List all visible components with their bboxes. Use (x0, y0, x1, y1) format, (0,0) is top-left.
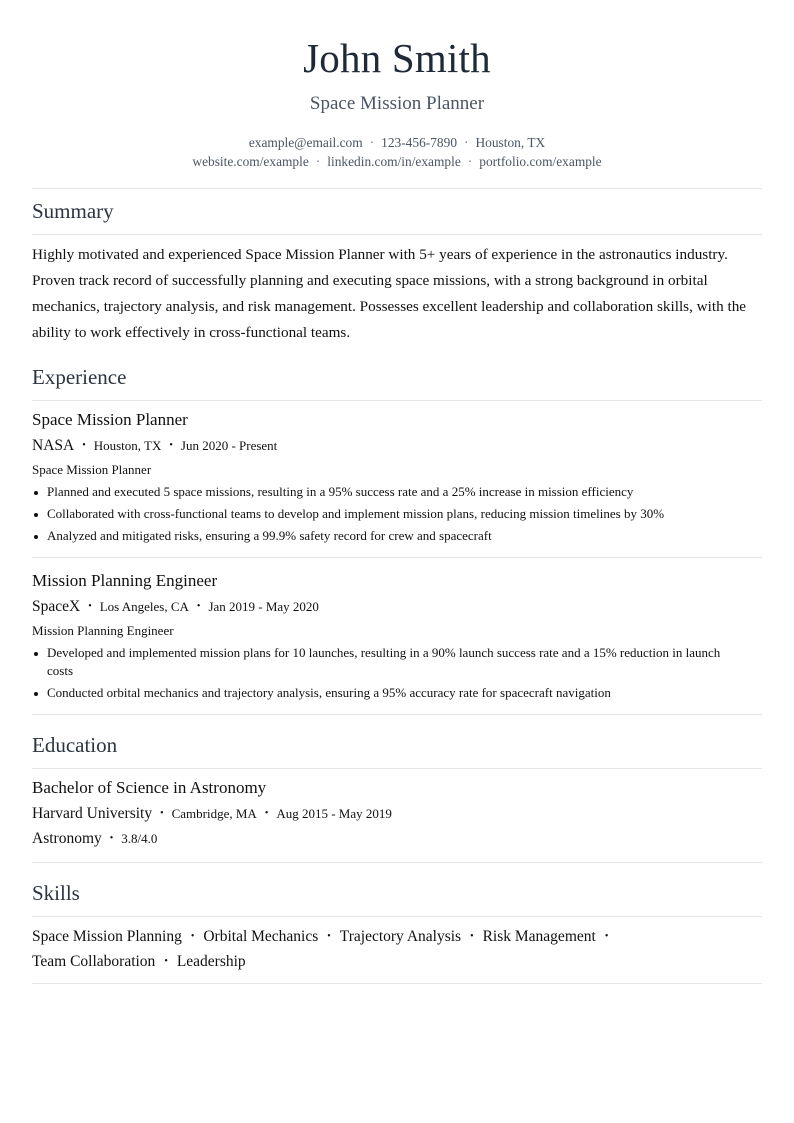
job-title: Mission Planning Engineer (32, 571, 218, 590)
job-subrole: Space Mission Planner (32, 462, 152, 477)
divider (32, 557, 762, 558)
degree-title: Bachelor of Science in Astronomy (32, 778, 267, 797)
job-title: Space Mission Planner (32, 410, 188, 429)
divider (32, 916, 762, 917)
separator: · (467, 154, 473, 169)
meta-dot: • (160, 808, 164, 819)
school-location: Cambridge, MA (171, 806, 257, 821)
bullet-item: Collaborated with cross-functional teams to develop and implement mission plans, reducing mission timelines by 30% (32, 505, 742, 523)
bullet-item: Developed and implemented mission plans for 10 launches, resulting in a 90% launch success rate and a 15% reduction in launch costs (32, 644, 742, 680)
skill-dot: • (164, 956, 168, 967)
skill-item: Trajectory Analysis (339, 928, 462, 945)
divider (32, 234, 762, 235)
candidate-role: Space Mission Planner (309, 93, 485, 114)
contact-line-1 (32, 134, 762, 152)
job-meta (32, 437, 277, 455)
meta-dot: • (109, 833, 114, 844)
job-meta (32, 598, 319, 616)
skill-item: Leadership (176, 953, 246, 970)
divider (32, 400, 762, 401)
skill-item: Team Collaboration (32, 953, 156, 970)
skill-item: Space Mission Planning (32, 928, 182, 945)
field-of-study: Astronomy (32, 830, 102, 847)
meta-dot: • (196, 601, 201, 612)
email-link[interactable]: example@email.com (248, 135, 363, 150)
education-meta (32, 805, 392, 823)
meta-dot: • (88, 601, 92, 612)
job-location: Los Angeles, CA (99, 599, 189, 614)
meta-dot: • (264, 808, 269, 819)
skill-item: Risk Management (482, 928, 596, 945)
job-bullets (32, 483, 742, 549)
linkedin-link[interactable]: linkedin.com/in/example (327, 154, 461, 169)
separator: · (369, 135, 375, 150)
experience-heading: Experience (32, 365, 127, 389)
separator: · (464, 135, 469, 150)
job-location: Houston, TX (93, 438, 162, 453)
skills-list (32, 924, 672, 974)
job-bullets (32, 644, 742, 706)
gpa: 3.8/4.0 (121, 831, 158, 846)
skill-dot: • (604, 931, 609, 942)
divider (32, 983, 762, 984)
bullet-item: Conducted orbital mechanics and trajectory analysis, ensuring a 95% accuracy rate for spacecraft navigation (32, 684, 742, 702)
divider (32, 862, 762, 863)
contact-line-2 (32, 153, 762, 171)
education-field-meta (32, 830, 157, 848)
skill-dot: • (327, 931, 331, 942)
bullet-item: Planned and executed 5 space missions, resulting in a 95% success rate and a 25% increase in mission efficiency (32, 483, 742, 501)
job-dates: Jun 2020 - Present (180, 438, 278, 453)
skill-dot: • (190, 931, 195, 942)
company-name: NASA (32, 437, 75, 454)
job-subrole: Mission Planning Engineer (32, 623, 174, 638)
summary-text: Highly motivated and experienced Space Mission Planner with 5+ years of experience in the astronautics industry. Proven track record of successfully planning and executing space missions, with a strong background in orbital mechanics, trajectory analysis, and risk management. Possesses excellent leadership and collaboration skills, with the ability to work effectively in cross-functional teams. (32, 246, 747, 341)
divider (32, 714, 762, 715)
website-link[interactable]: website.com/example (192, 154, 309, 169)
skill-item: Orbital Mechanics (203, 928, 319, 945)
education-dates: Aug 2015 - May 2019 (276, 806, 392, 821)
job-dates: Jan 2019 - May 2020 (208, 599, 319, 614)
school-name: Harvard University (32, 805, 153, 822)
education-heading: Education (32, 733, 118, 757)
separator: · (315, 154, 321, 169)
bullet-item: Analyzed and mitigated risks, ensuring a 99.9% safety record for crew and spacecraft (32, 527, 742, 545)
candidate-name: John Smith (303, 35, 491, 81)
phone-number: 123-456-7890 (381, 135, 458, 150)
portfolio-link[interactable]: portfolio.com/example (479, 154, 602, 169)
divider (32, 188, 762, 189)
meta-dot: • (169, 440, 173, 451)
skill-dot: • (470, 931, 474, 942)
company-name: SpaceX (32, 598, 81, 615)
meta-dot: • (82, 440, 86, 451)
skills-heading: Skills (32, 881, 80, 905)
location: Houston, TX (475, 135, 546, 150)
summary-heading: Summary (32, 199, 114, 223)
divider (32, 768, 762, 769)
